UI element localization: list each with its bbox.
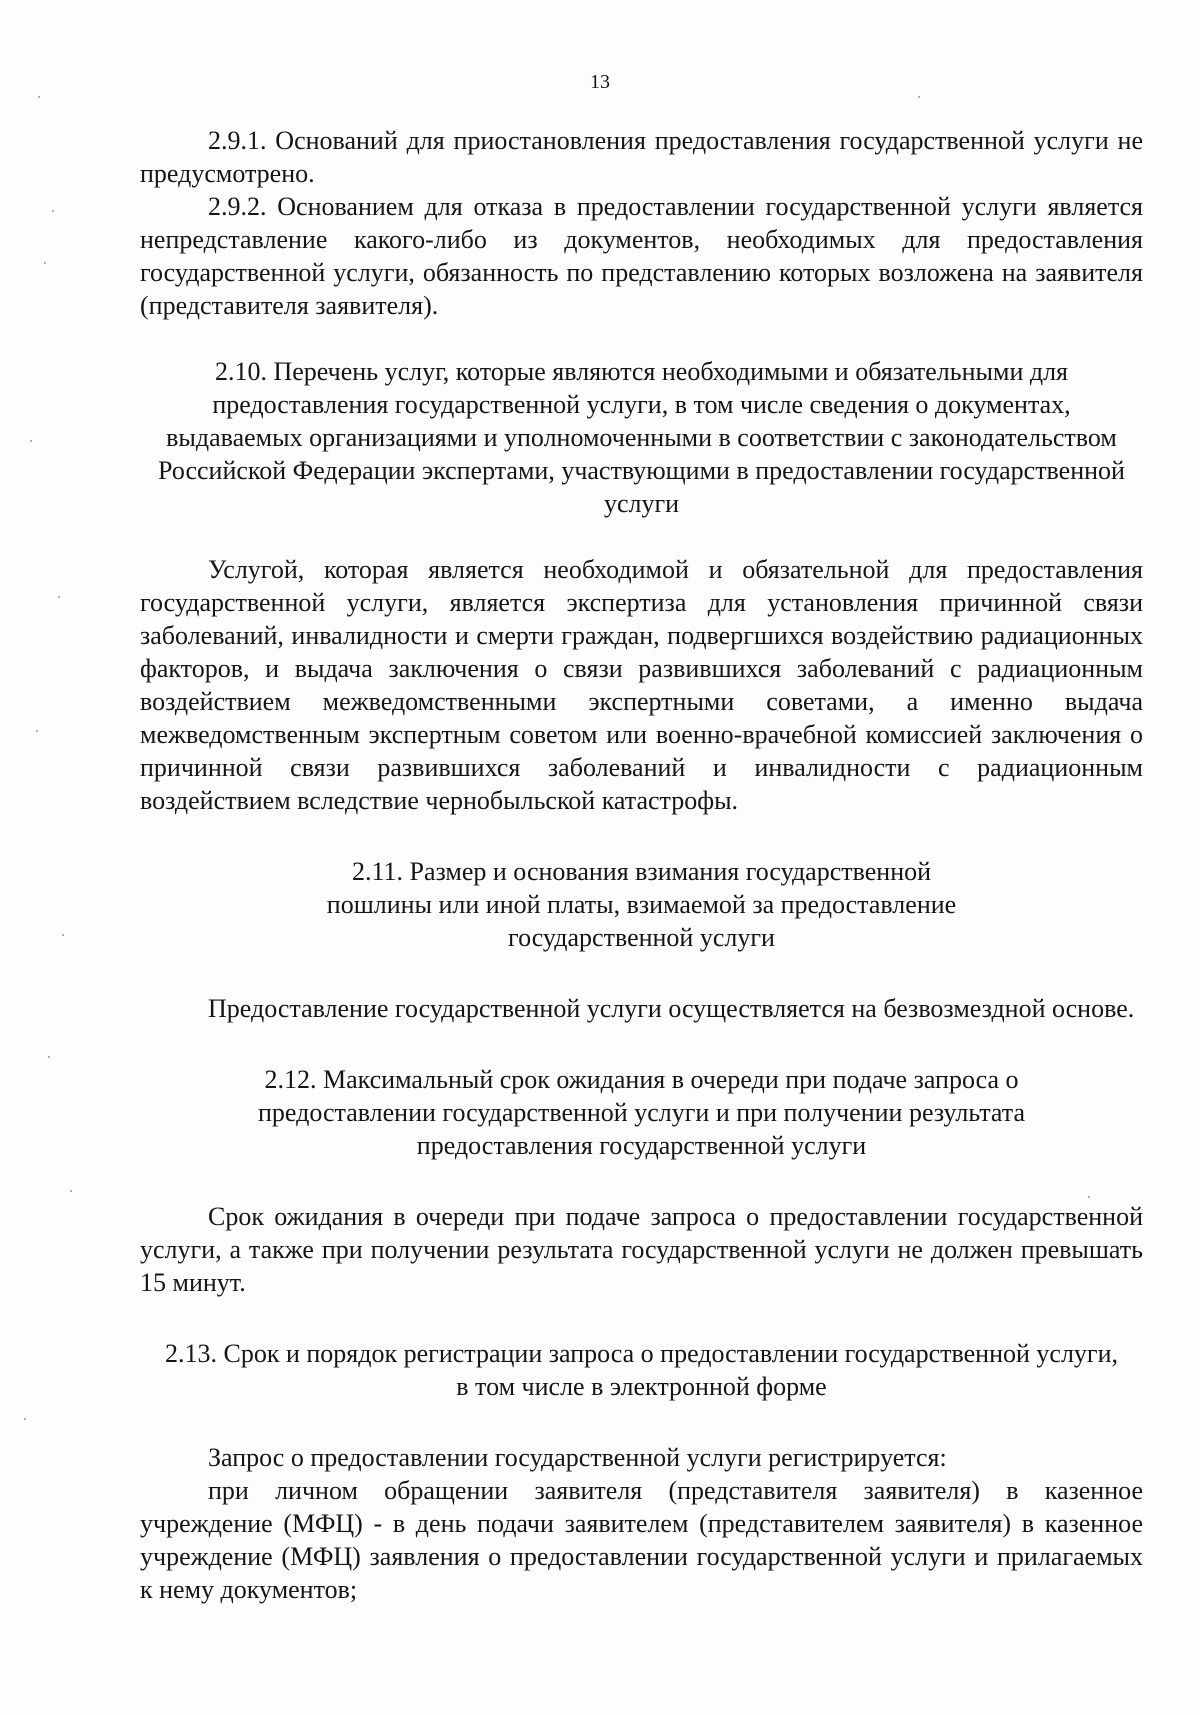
scan-speck [58, 596, 60, 598]
page-number: 13 [590, 71, 610, 93]
spacer [140, 520, 1143, 553]
paragraph-2-13-intro: Запрос о предоставлении государственной услуги регистрируется: [208, 1443, 947, 1472]
scan-speck [38, 96, 40, 98]
scan-speck [918, 96, 920, 98]
scan-speck [30, 440, 32, 442]
scan-speck [70, 1190, 72, 1192]
scan-speck [48, 1056, 50, 1058]
spacer [140, 1025, 1143, 1063]
spacer [140, 1403, 1143, 1441]
spacer [140, 1162, 1143, 1200]
paragraph-2-11: Предоставление государственной услуги осуществляется на безвозмездной основе. [208, 994, 1135, 1023]
spacer [140, 322, 1143, 355]
section-heading-2-13: 2.13. Срок и порядок регистрации запроса о предоставлении государственной услуги, в том числе в электронной форме [165, 1339, 1118, 1401]
scan-speck [44, 262, 46, 264]
spacer [140, 817, 1143, 855]
paragraph-2-12: Срок ожидания в очереди при подаче запроса о предоставлении государственной услуги, а также при получении результата государственной услуги не должен превышать 15 минут. [140, 1202, 1143, 1297]
paragraph-2-13-personal-request: при личном обращении заявителя (представителя заявителя) в казенное учреждение (МФЦ) - в день подачи заявителем (представителем заявителя) в казенное учреждение (МФЦ) заявления о предоставлении государственной услуги и прилагаемых к нему документов; [140, 1476, 1143, 1604]
document-body [140, 124, 1143, 1606]
scan-speck [36, 730, 38, 732]
paragraph-2-9-1: 2.9.1. Оснований для приостановления предоставления государственной услуги не предусмотрено. [140, 126, 1143, 188]
scan-speck [1088, 1196, 1090, 1198]
paragraph-2-10: Услугой, которая является необходимой и обязательной для предоставления государственной услуги, является экспертиза для установления причинной связи заболеваний, инвалидности и смерти граждан, подвергшихся воздействию радиационных факторов, и выдача заключения о связи развившихся заболеваний с радиационным воздействием межведомственными экспертными советами, а именно выдача межведомственным экспертным советом или военно-врачебной комиссией заключения о причинной связи развившихся заболеваний и инвалидности с радиационным воздействием вследствие чернобыльской катастрофы. [140, 555, 1143, 815]
section-heading-2-10: 2.10. Перечень услуг, которые являются необходимыми и обязательными для предоставления государственной услуги, в том числе сведения о документах, выдаваемых организациями и уполномоченными в соответствии с законодательством Российской Федерации экспертами, участвующими в предоставлении государственной услуги [158, 357, 1125, 518]
section-heading-2-12: 2.12. Максимальный срок ожидания в очереди при подаче запроса о предоставлении государственной услуги и при получении результата предоставления государственной услуги [257, 1065, 1026, 1160]
section-heading-2-11: 2.11. Размер и основания взимания государственной пошлины или иной платы, взимаемой за предоставление государственной услуги [326, 857, 957, 952]
scan-speck [24, 1418, 26, 1420]
spacer [140, 954, 1143, 992]
paragraph-2-9-2: 2.9.2. Основанием для отказа в предоставлении государственной услуги является непредставление какого-либо из документов, необходимых для предоставления государственной услуги, обязанность по представлению которых возложена на заявителя (представителя заявителя). [140, 192, 1143, 320]
spacer [140, 1299, 1143, 1337]
scan-speck [62, 934, 64, 936]
scan-speck [52, 210, 54, 212]
